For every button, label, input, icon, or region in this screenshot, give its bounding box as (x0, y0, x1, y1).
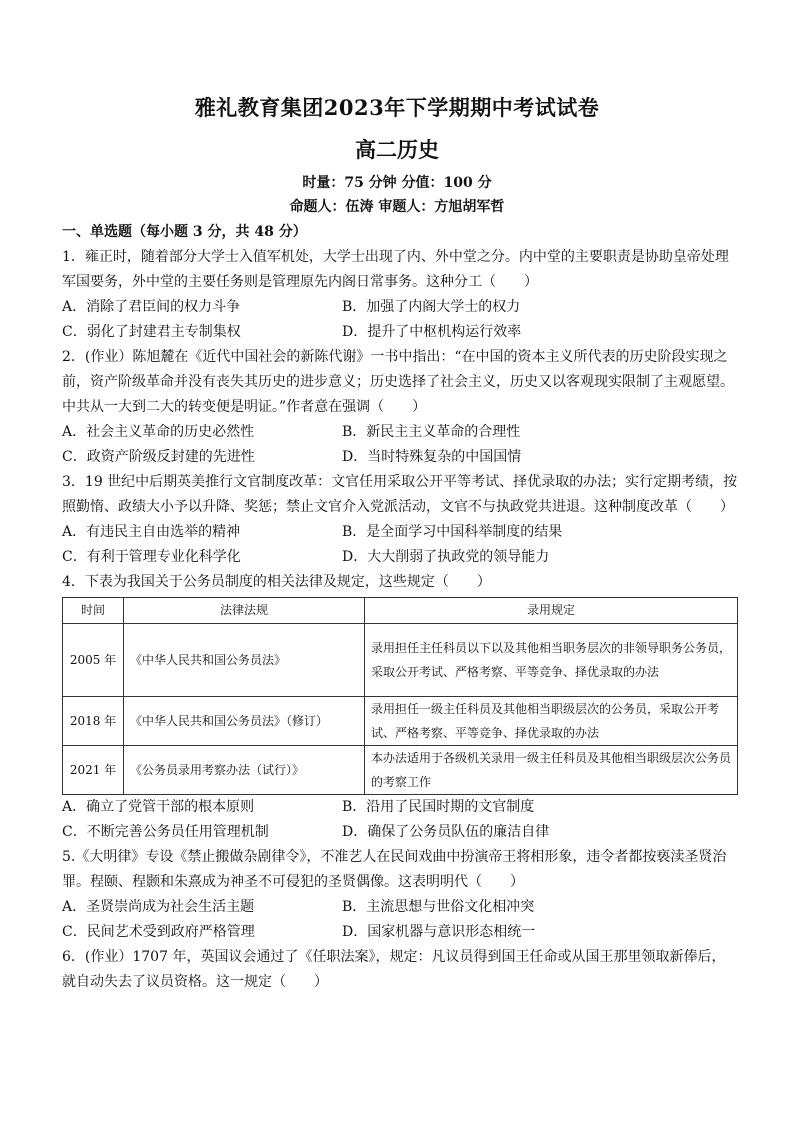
exam-body (62, 220, 738, 995)
option-c: C．不断完善公务员任用管理机制 (62, 824, 269, 840)
table-cell-year: 2021 年 (63, 746, 124, 795)
exam-subject: 高二历史 (355, 137, 439, 162)
table-cell-year: 2005 年 (63, 624, 124, 697)
table-cell-rule: 录用担任一级主任科员及其他相当职级层次的公务员，采取公开考试、严格考察、平等竞争、择优录取的办法 (365, 697, 738, 746)
table-cell-rule: 录用担任主任科员以下以及其他相当职务层次的非领导职务公务员，采取公开考试、严格考察、平等竞争、择优录取的办法 (365, 624, 738, 697)
table-header: 录用规定 (365, 598, 738, 624)
question-3-stem: 3．19 世纪中后期英美推行文官制度改革：文官任用采取公开平等考试、择优录取的办法；实行定期考绩，按照勤惰、政绩大小予以升降、奖惩；禁止文官介入党派活动，文官不与执政党共进退。这种制度改革（ ） (62, 474, 738, 515)
table-cell-law: 《公务员录用考察办法（试行）》 (124, 746, 365, 795)
option-a: A．圣贤崇尚成为社会生活主题 (62, 899, 255, 915)
authors: 命题人：伍涛 审题人：方旭胡军哲 (289, 199, 505, 215)
question-1-stem: 1．雍正时，随着部分大学士入值军机处，大学士出现了内、外中堂之分。内中堂的主要职责是协助皇帝处理军国要务，外中堂的主要任务则是管理原先内阁日常事务。这种分工（ ） (62, 249, 729, 290)
exam-title: 雅礼教育集团2023年下学期期中考试试卷 (194, 95, 600, 120)
table-cell-year: 2018 年 (63, 697, 124, 746)
option-b: B．主流思想与世俗文化相冲突 (342, 899, 535, 915)
option-a: A．消除了君臣间的权力斗争 (62, 299, 241, 315)
law-table (62, 597, 738, 795)
table-row (63, 624, 738, 697)
option-a: A．社会主义革命的历史必然性 (62, 424, 255, 440)
option-b: B．加强了内阁大学士的权力 (342, 299, 521, 315)
question-5-options (62, 895, 738, 945)
table-cell-law: 《中华人民共和国公务员法》（修订） (124, 697, 365, 746)
question-4-stem: 4．下表为我国关于公务员制度的相关法律及规定，这些规定（ ） (62, 574, 491, 590)
option-c: C．有利于管理专业化科学化 (62, 549, 241, 565)
option-d: D．国家机器与意识形态相统一 (342, 924, 536, 940)
option-c: C．民间艺术受到政府严格管理 (62, 924, 255, 940)
option-c: C．政资产阶级反封建的先进性 (62, 449, 255, 465)
question-2-options (62, 420, 738, 470)
question-6-stem: 6．(作业）1707 年，英国议会通过了《任职法案》，规定：凡议员得到国王任命或从国王那里领取新俸后，就自动失去了议员资格。这一规定（ ） (62, 949, 726, 990)
question-4-options (62, 795, 738, 845)
option-d: D．当时特殊复杂的中国国情 (342, 449, 522, 465)
option-d: D．提升了中枢机构运行效率 (342, 324, 522, 340)
option-c: C．弱化了封建君主专制集权 (62, 324, 241, 340)
question-1-options (62, 295, 738, 345)
time-score: 时量：75 分钟 分值：100 分 (302, 175, 492, 191)
table-row (63, 697, 738, 746)
question-3-options (62, 520, 738, 570)
section-heading: 一、单选题（每小题 3 分，共 48 分） (62, 224, 307, 240)
option-a: A．确立了党管干部的根本原则 (62, 799, 255, 815)
table-row (63, 746, 738, 795)
option-b: B．新民主主义革命的合理性 (342, 424, 521, 440)
question-2-stem: 2．(作业）陈旭麓在《近代中国社会的新陈代谢》一书中指出：“在中国的资本主义所代表的历史阶段实现之前，资产阶级革命并没有丧失其历史的进步意义；历史选择了社会主义，历史又以客观现实限制了主观愿望。中共从一大到二大的转变便是明证。”作者意在强调（ ） (62, 349, 734, 415)
table-cell-law: 《中华人民共和国公务员法》 (124, 624, 365, 697)
option-d: D．确保了公务员队伍的廉洁自律 (342, 824, 550, 840)
option-b: B．是全面学习中国科举制度的结果 (342, 524, 563, 540)
option-a: A．有违民主自由选举的精神 (62, 524, 241, 540)
question-5-stem: 5.《大明律》专设《禁止搬做杂剧律令》，不准艺人在民间戏曲中扮演帝王将相形象，违令者都按亵渎圣贤治罪。程颐、程颢和朱熹成为神圣不可侵犯的圣贤偶像。这表明明代（ ） (62, 849, 727, 890)
table-header: 法律法规 (124, 598, 365, 624)
option-d: D．大大削弱了执政党的领导能力 (342, 549, 550, 565)
option-b: B．沿用了民国时期的文官制度 (342, 799, 535, 815)
table-header: 时间 (63, 598, 124, 624)
table-header-row (63, 598, 738, 624)
table-cell-rule: 本办法适用于各级机关录用一级主任科员及其他相当职级层次公务员的考察工作 (365, 746, 738, 795)
